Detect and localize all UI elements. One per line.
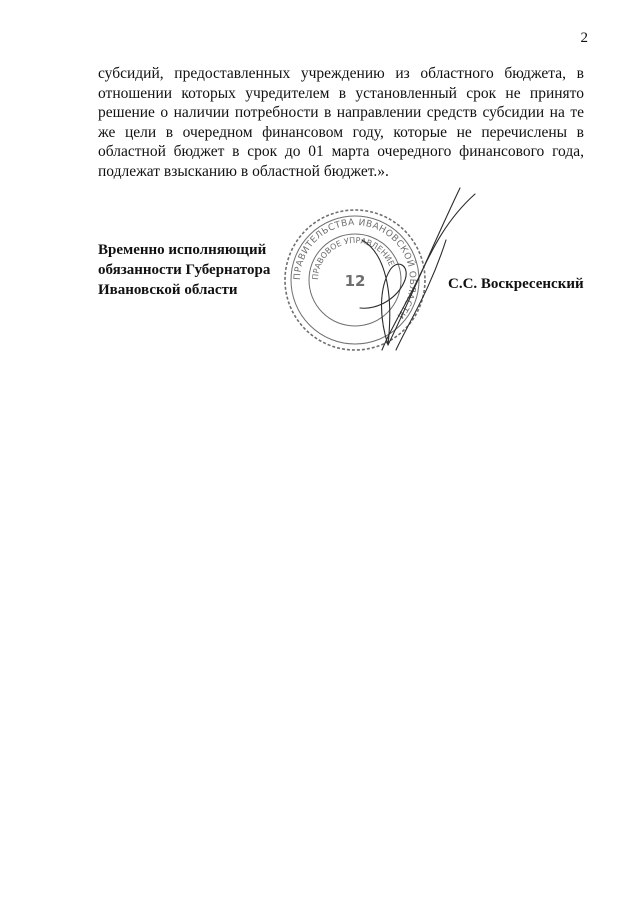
signer-name: С.С. Воскресенский bbox=[448, 276, 584, 292]
signatory-position-line: Временно исполняющий bbox=[98, 242, 267, 258]
page-number: 2 bbox=[580, 30, 588, 46]
stamp-center-text: 12 bbox=[344, 272, 366, 290]
stamp-inner-text: ПРАВОВОЕ УПРАВЛЕНИЕ bbox=[310, 235, 396, 281]
signatory-position bbox=[98, 240, 298, 300]
stamp-and-signature bbox=[270, 180, 490, 370]
body-paragraph: субсидий, предоставленных учреждению из областного бюджета, в отношении которых учредителем в установленный срок не принято решение о наличии потребности в направлении средств субсидии на те же цели в очередном финансовом году, которые не перечислены в областной бюджет в срок до 01 марта очередного финансового года, подлежат взысканию в областной бюджет.». bbox=[98, 65, 584, 180]
signatory-position-line: Ивановской области bbox=[98, 282, 238, 298]
official-seal-stamp bbox=[285, 210, 425, 350]
signatory-position-line: обязанности Губернатора bbox=[98, 262, 271, 278]
handwritten-signature bbox=[360, 188, 475, 350]
stamp-ring-text: ПРАВИТЕЛЬСТВА ИВАНОВСКОЙ ОБЛАСТИ bbox=[292, 217, 418, 321]
